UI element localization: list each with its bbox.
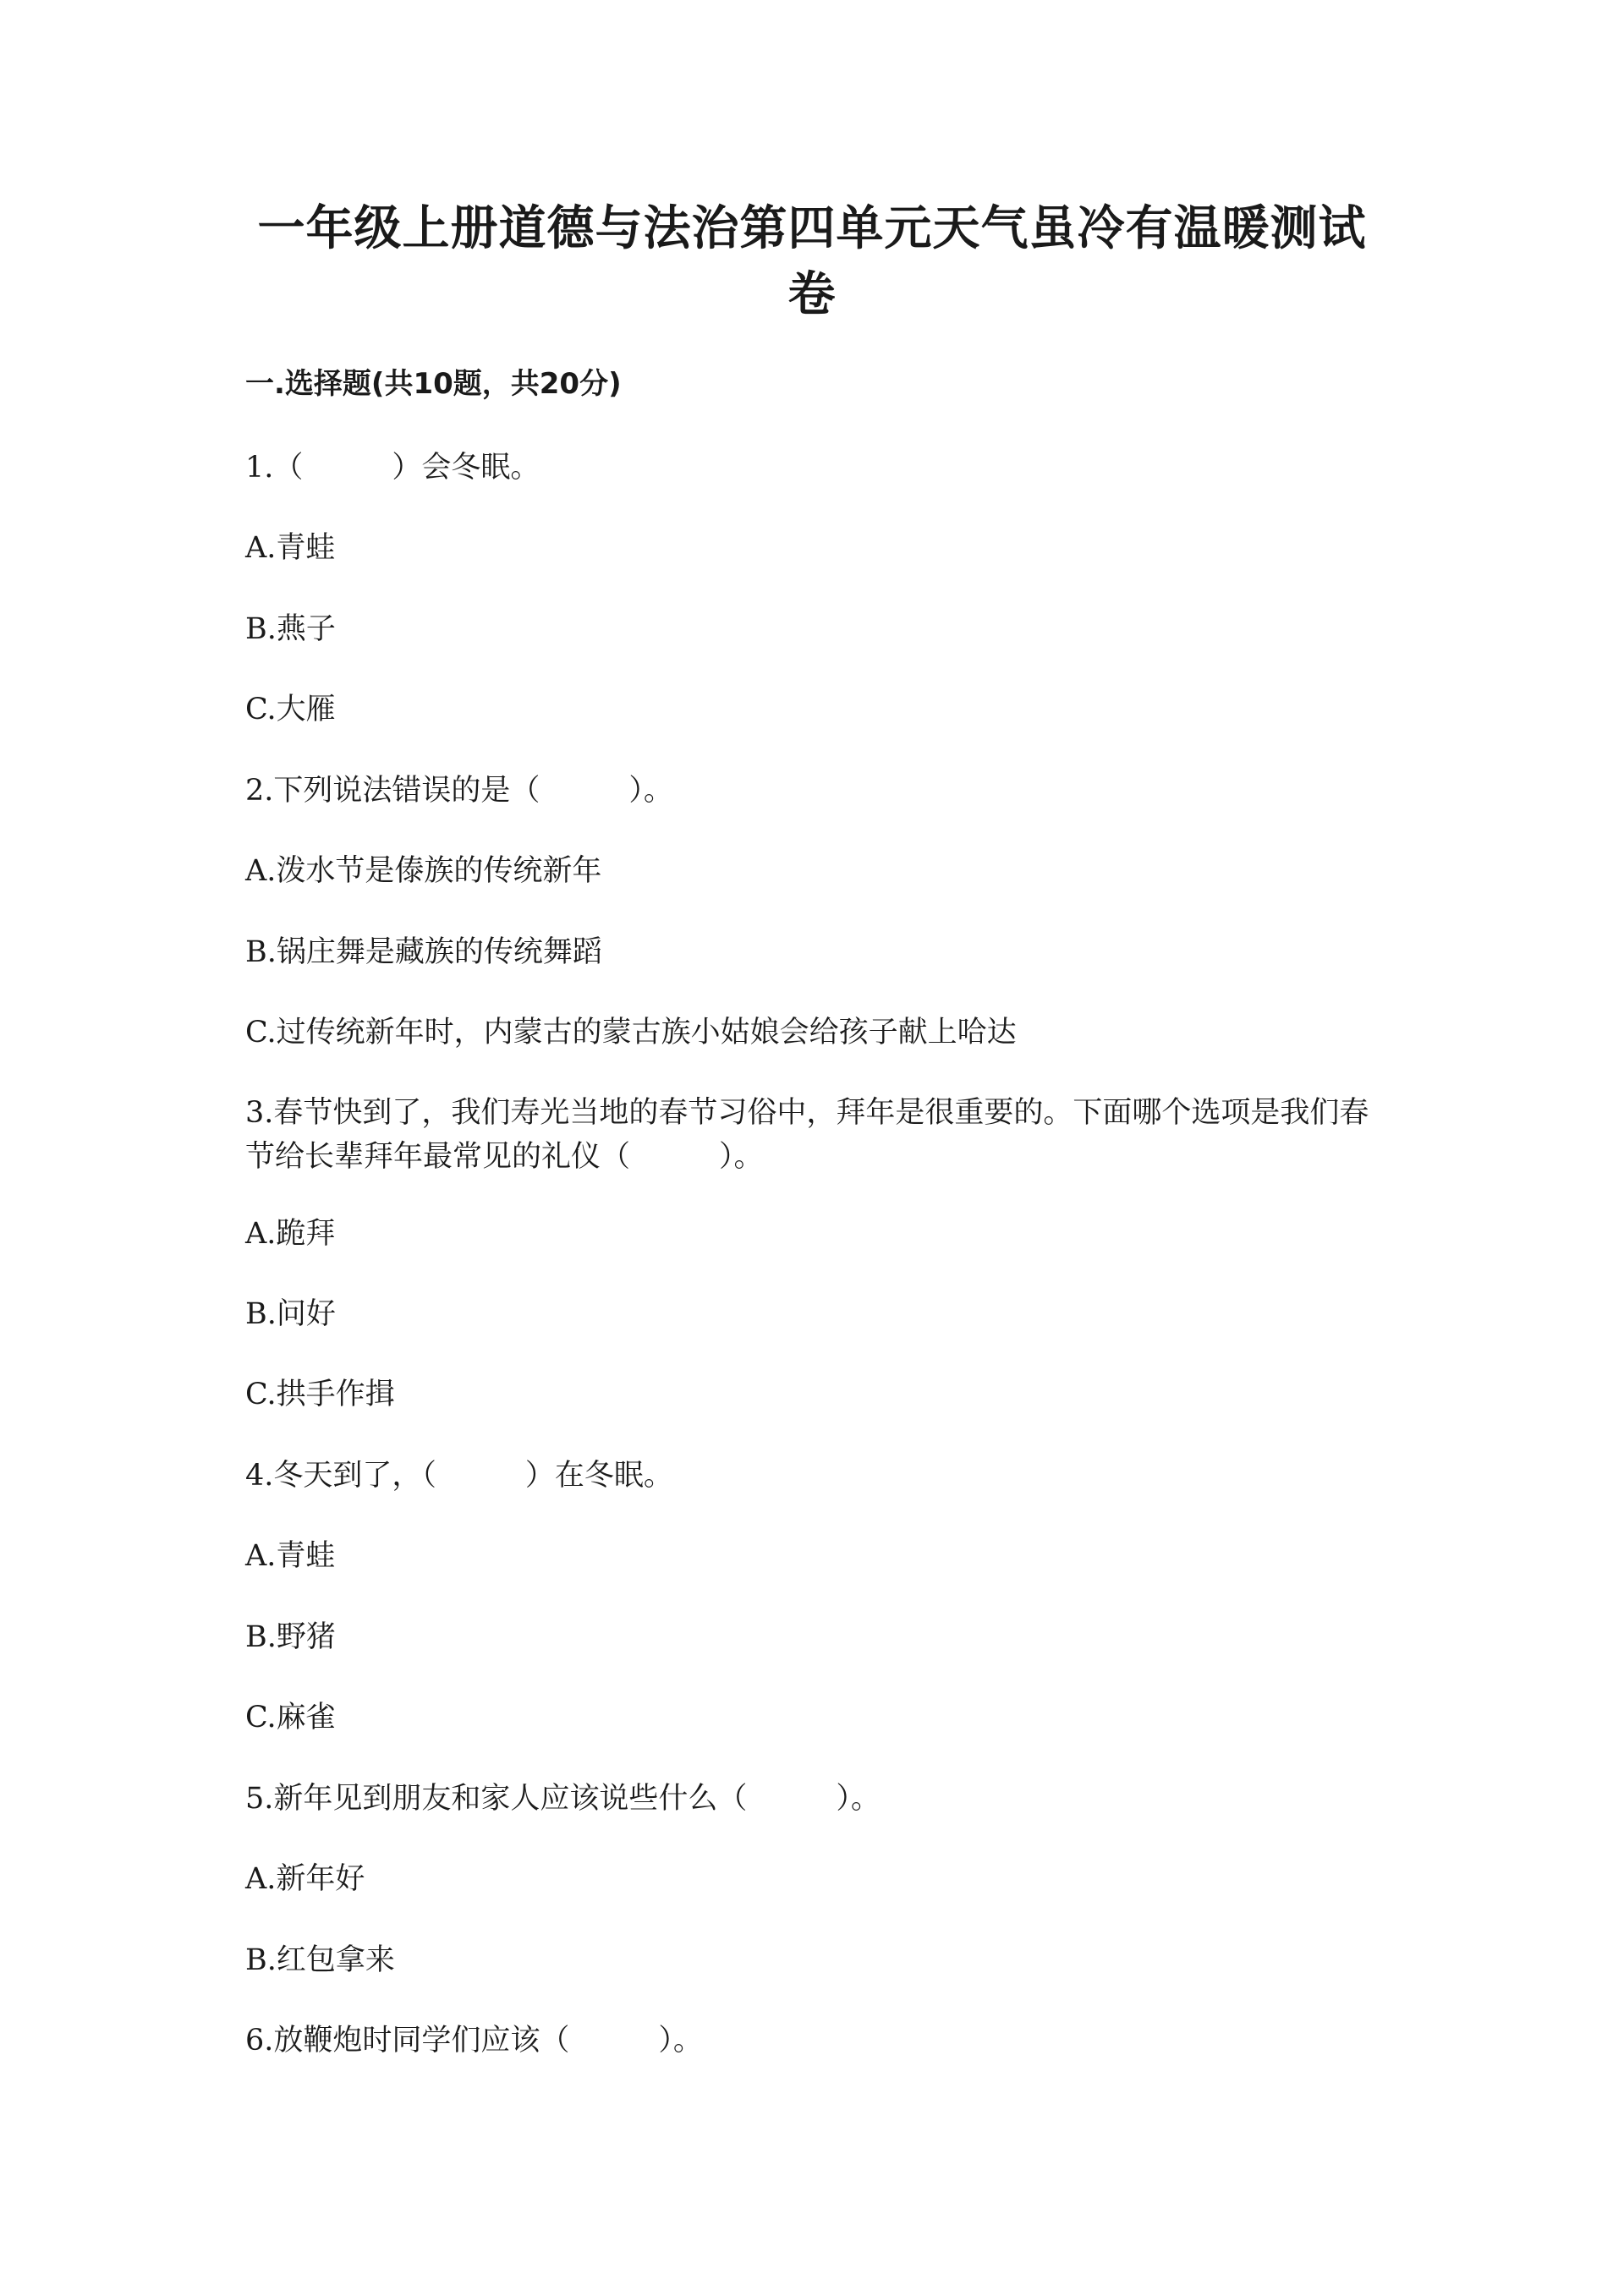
question-stem: 2.下列说法错误的是（ ）。 [245,774,673,808]
question-option: B.野猪 [245,1620,336,1654]
question-stem: 3.春节快到了，我们寿光当地的春节习俗中，拜年是很重要的。下面哪个选项是我们春节给长辈拜年最常见的礼仪（ ）。 [245,1096,1369,1174]
question-stem: 6.放鞭炮时同学们应该（ ）。 [245,2024,703,2058]
question-option: A.新年好 [245,1862,365,1896]
question-option: A.青蛙 [245,531,336,565]
exam-title: 一年级上册道德与法治第四单元天气虽冷有温暖测试卷 [257,201,1367,322]
question-option: C.麻雀 [245,1701,336,1734]
section-heading: 一.选择题(共10题，共20分) [245,367,622,401]
question-option: B.红包拿来 [245,1943,395,1977]
question-option: A.跪拜 [245,1217,336,1251]
question-option: C.拱手作揖 [245,1378,395,1411]
question-stem: 4.冬天到了，（ ）在冬眠。 [245,1459,673,1493]
question-stem: 5.新年见到朋友和家人应该说些什么（ ）。 [245,1782,881,1816]
question-option: C.过传统新年时，内蒙古的蒙古族小姑娘会给孩子献上哈达 [245,1016,1017,1049]
question-option: A.泼水节是傣族的传统新年 [245,854,602,888]
question-option: A.青蛙 [245,1539,336,1573]
question-option: B.锅庄舞是藏族的传统舞蹈 [245,935,602,969]
question-option: C.大雁 [245,693,336,726]
question-option: B.问好 [245,1297,336,1331]
question-stem: 1.（ ）会冬眠。 [245,451,540,485]
question-option: B.燕子 [245,612,336,646]
